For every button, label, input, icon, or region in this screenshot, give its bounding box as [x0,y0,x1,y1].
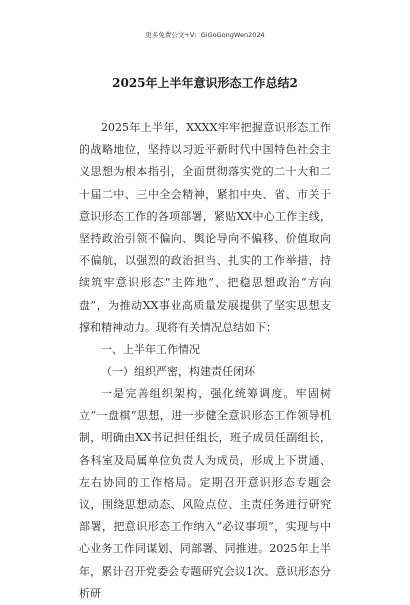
header-watermark: 更多免费公文+V：GiGoGongWen2024 [145,31,265,39]
page-title: 2025年上半年意识形态工作总结2 [112,76,298,90]
subsection-heading: （一）组织严密，构建责任闭环 [101,365,255,378]
body-paragraph: 一是完善组织架构，强化统筹调度。牢固树立“一盘棋”思想，进一步健全意识形态工作领导机制，明确由XX书记担任组长，班子成员任副组长，各科室及局属单位负责人为成员，形成上下贯通、左右协同的工作格局。定期召开意识形态专题会议，围绕思想动态、风险点位、主责任务进行研究部署，把意识形态工作纳入“必议事项”，实现与中心业务工作同谋划、同部署、同推进。2025年上半年，累计召开党委会专题研究会议1次、意识形态分析研 [79,387,331,600]
intro-paragraph: 2025年上半年，XXXX牢牢把握意识形态工作的战略地位，坚持以习近平新时代中国特色社会主义思想为根本指引，全面贯彻落实党的二十大和二十届二中、三中全会精神，紧扣中央、省、市关于意识形态工作的各项部署，紧贴XX中心工作主线，坚持政治引领不偏向、舆论导向不偏移、价值取向不偏航，以强烈的政治担当、扎实的工作举措，持续筑牢意识形态“主阵地”、把稳思想政治“方向盘”，为推动XX事业高质量发展提供了坚实思想支撑和精神动力。现将有关情况总结如下： [79,121,331,334]
section-heading: 一、上半年工作情况 [101,343,200,356]
